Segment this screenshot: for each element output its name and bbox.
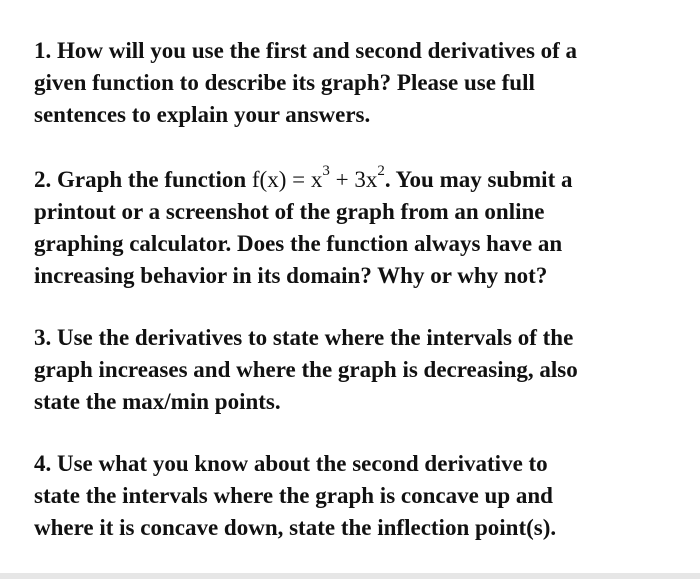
question-2-line-3: graphing calculator. Does the function always have an bbox=[34, 231, 563, 256]
question-3-line-2: graph increases and where the graph is decreasing, also bbox=[34, 357, 578, 382]
question-1-line-3: sentences to explain your answers. bbox=[34, 102, 371, 127]
question-1-line-1: 1. How will you use the first and second derivatives of a bbox=[34, 38, 578, 63]
question-4-line-2: state the intervals where the graph is concave up and bbox=[34, 483, 553, 508]
question-1-line-2: given function to describe its graph? Please use full bbox=[34, 70, 535, 95]
question-3-line-3: state the max/min points. bbox=[34, 389, 281, 414]
question-4 bbox=[34, 448, 664, 544]
function-expression bbox=[251, 163, 385, 192]
exponent-2: 2 bbox=[377, 163, 385, 180]
bottom-edge-bar bbox=[0, 573, 700, 579]
question-3 bbox=[34, 322, 664, 418]
question-3-line-1: 3. Use the derivatives to state where the intervals of the bbox=[34, 325, 574, 350]
question-2-intro: 2. Graph the function bbox=[34, 167, 252, 192]
question-2 bbox=[34, 164, 664, 292]
exponent-3: 3 bbox=[322, 163, 330, 180]
question-4-line-3: where it is concave down, state the inflection point(s). bbox=[34, 515, 557, 540]
function-part-a: f(x) = x bbox=[251, 167, 323, 192]
question-2-line-4: increasing behavior in its domain? Why or why not? bbox=[34, 263, 548, 288]
question-2-line-1 bbox=[34, 164, 664, 196]
question-4-line-1: 4. Use what you know about the second derivative to bbox=[34, 451, 548, 476]
question-2-line-1-tail: . You may submit a bbox=[384, 167, 573, 192]
question-2-line-2: printout or a screenshot of the graph from an online bbox=[34, 199, 545, 224]
function-part-b: + 3x bbox=[329, 167, 378, 192]
question-1 bbox=[34, 35, 664, 131]
